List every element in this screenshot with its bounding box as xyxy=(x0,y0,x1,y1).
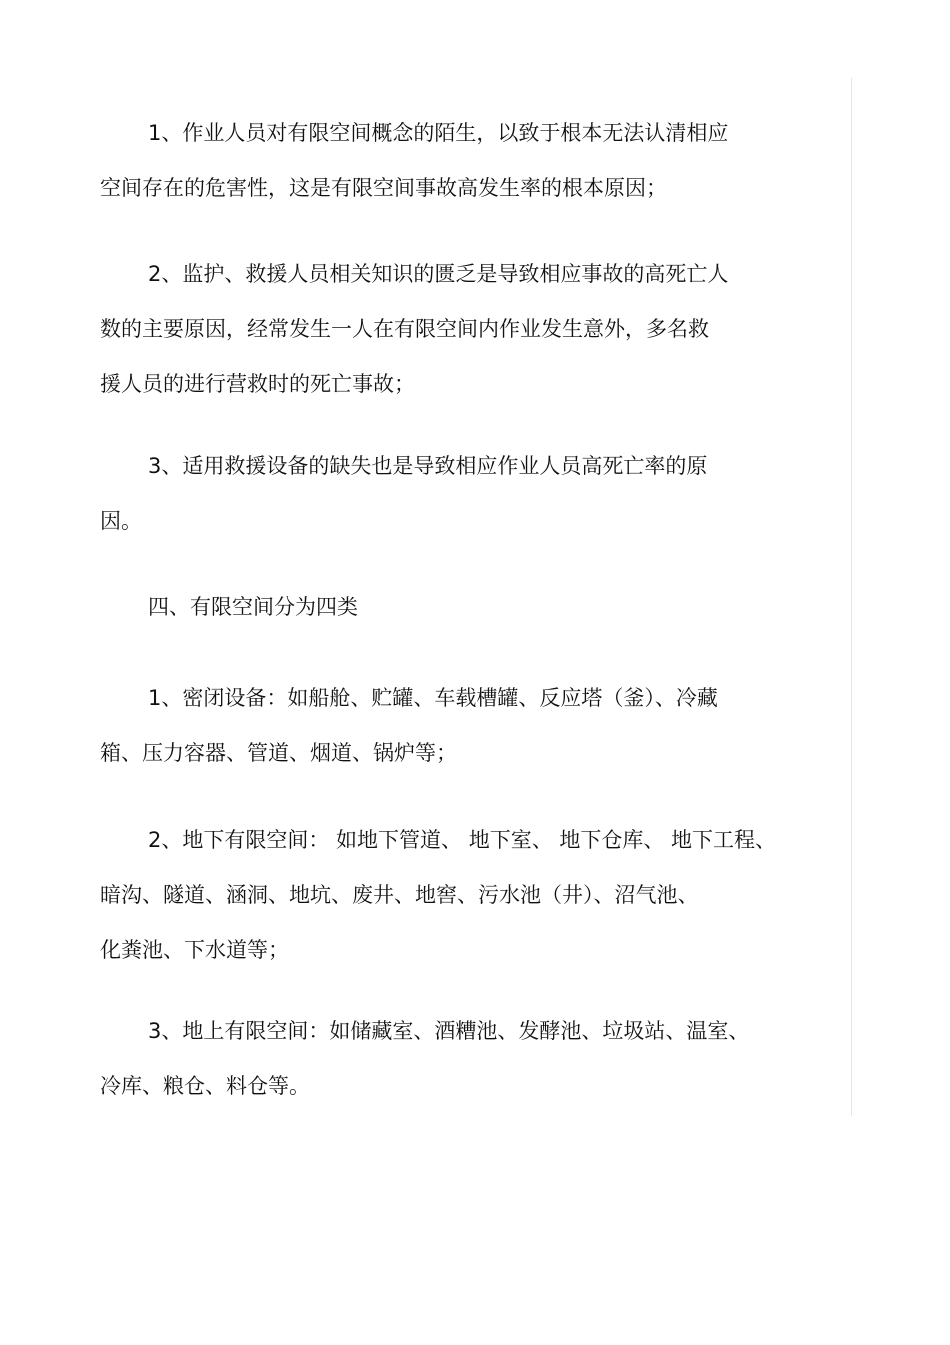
paragraph-line: 1、作业人员对有限空间概念的陌生，以致于根本无法认清相应 xyxy=(148,121,729,145)
paragraph-line: 3、地上有限空间：如储藏室、酒糟池、发酵池、垃圾站、温室、 xyxy=(148,1019,750,1043)
paragraph-type-2 xyxy=(100,813,845,978)
paragraph-line: 1、密闭设备：如船舱、贮罐、车载槽罐、反应塔（釜）、冷藏 xyxy=(148,686,718,710)
paragraph-line: 冷库、粮仓、料仓等。 xyxy=(100,1074,310,1098)
paragraph-line: 3、适用救援设备的缺失也是导致相应作业人员高死亡率的原 xyxy=(148,454,708,478)
paragraph-type-1 xyxy=(100,671,845,781)
paragraph-line: 2、监护、救援人员相关知识的匮乏是导致相应事故的高死亡人 xyxy=(148,262,729,286)
paragraph-cause-2 xyxy=(100,247,845,412)
paragraph-line: 化粪池、下水道等； xyxy=(100,938,289,962)
section-heading-text: 四、有限空间分为四类 xyxy=(148,595,358,619)
paragraph-type-3 xyxy=(100,1004,845,1114)
paragraph-line: 箱、压力容器、管道、烟道、锅炉等； xyxy=(100,741,457,765)
paragraph-line: 数的主要原因，经常发生一人在有限空间内作业发生意外，多名救 xyxy=(100,317,709,341)
paragraph-line: 空间存在的危害性，这是有限空间事故高发生率的根本原因； xyxy=(100,176,667,200)
section-heading xyxy=(100,580,845,635)
paragraph-line: 暗沟、隧道、涵洞、地坑、废井、地窖、污水池（井）、沼气池、 xyxy=(100,883,699,907)
paragraph-line: 援人员的进行营救时的死亡事故； xyxy=(100,372,415,396)
paragraph-line: 2、地下有限空间： 如地下管道、 地下室、 地下仓库、 地下工程、 xyxy=(148,828,777,852)
paragraph-cause-1 xyxy=(100,106,845,216)
paragraph-line: 因。 xyxy=(100,509,142,533)
paragraph-cause-3 xyxy=(100,439,845,549)
page-edge-divider xyxy=(851,78,852,1116)
